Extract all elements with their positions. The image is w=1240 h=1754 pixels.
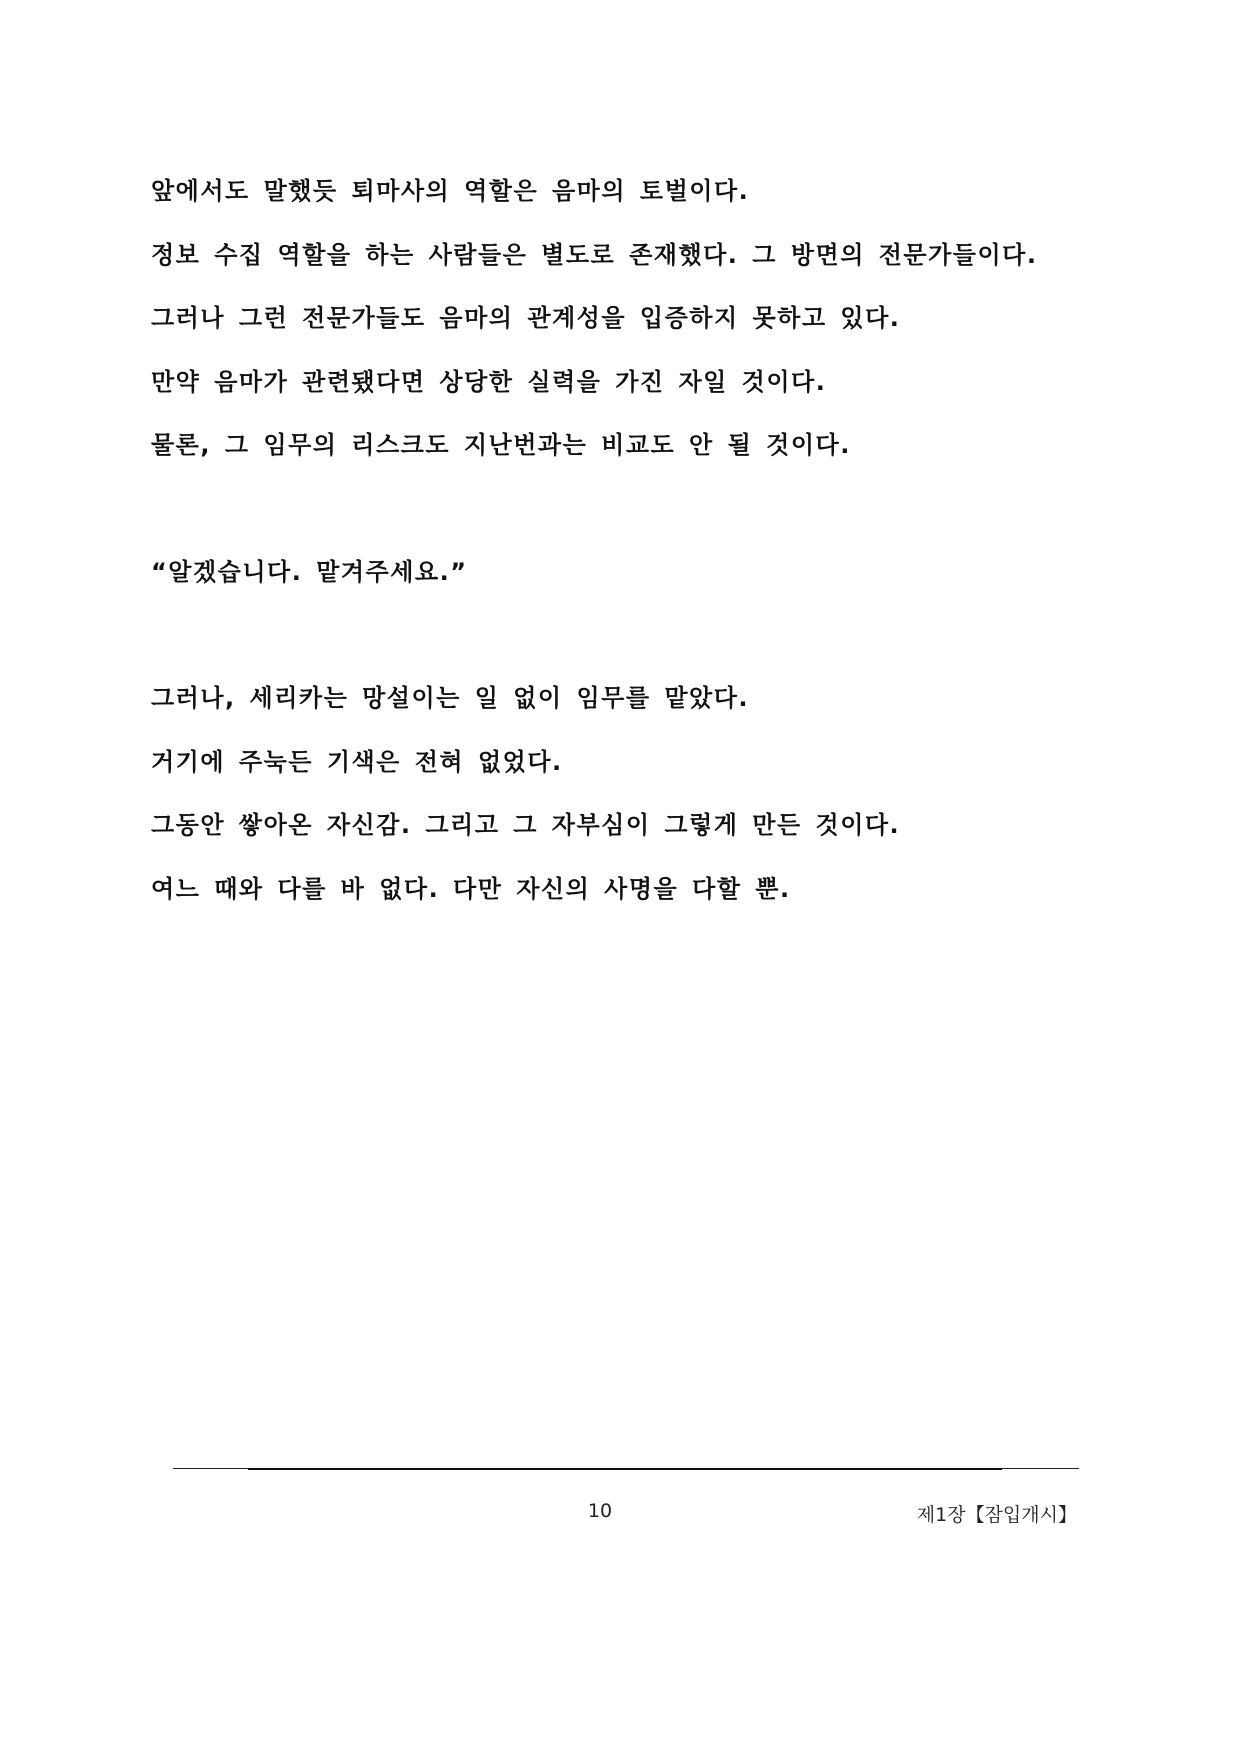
text-line: 거기에 주눅든 기색은 전혀 없었다.	[151, 747, 563, 776]
body-text	[151, 176, 1091, 937]
text-line: 만약 음마가 관련됐다면 상당한 실력을 가진 자일 것이다.	[151, 367, 827, 396]
text-line: 물론, 그 임무의 리스크도 지난번과는 비교도 안 될 것이다.	[151, 431, 851, 459]
dialogue-line: “알겠습니다. 맡겨주세요.”	[151, 557, 468, 586]
text-line: 여느 때와 다를 바 없다. 다만 자신의 사명을 다할 뿐.	[151, 874, 791, 903]
text-line: 그러나 그런 전문가들도 음마의 관계성을 입증하지 못하고 있다.	[151, 304, 901, 332]
page-number: 10	[587, 1500, 613, 1522]
chapter-title: 제1장【잠입개시】	[916, 1504, 1077, 1526]
paragraph-gap	[151, 494, 1091, 557]
paragraph-1	[151, 176, 1091, 460]
text-line: 앞에서도 말했듯 퇴마사의 역할은 음마의 토벌이다.	[151, 177, 750, 205]
paragraph-gap	[151, 620, 1091, 683]
text-line: 그동안 쌓아온 자신감. 그리고 그 자부심이 그렇게 만든 것이다.	[151, 811, 901, 839]
paragraph-3	[151, 683, 1091, 904]
text-line: 정보 수집 역할을 하는 사람들은 별도로 존재했다. 그 방면의 전문가들이다.	[151, 240, 1038, 269]
paragraph-2	[151, 557, 1091, 587]
footer-divider-accent	[248, 1468, 1002, 1470]
text-line: 그러나, 세리카는 망설이는 일 없이 임무를 맡았다.	[151, 684, 750, 712]
